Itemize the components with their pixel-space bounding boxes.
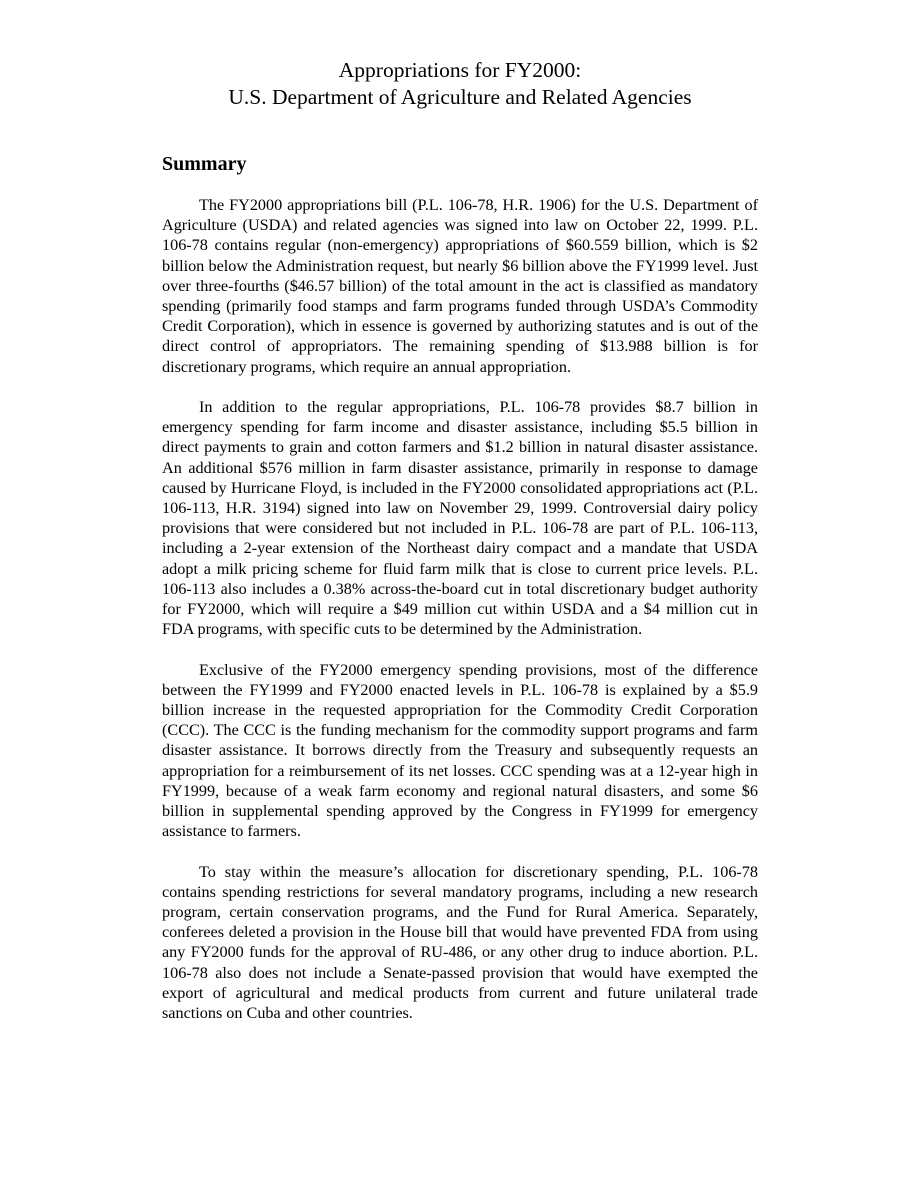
paragraph-2: In addition to the regular appropriations, P.L. 106-78 provides $8.7 billion in emergency spending for farm income and disaster assistance, including $5.5 billion in direct payments to grain and cotton farmers and $1.2 billion in natural disaster assistance. An additional $576 million in farm disaster assistance, primarily in response to damage caused by Hurricane Floyd, is included in the FY2000 consolidated appropriations act (P.L. 106-113, H.R. 3194) signed into law on November 29, 1999. Controversial dairy policy provisions that were considered but not included in P.L. 106-78 are part of P.L. 106-113, including a 2-year extension of the Northeast dairy compact and a mandate that USDA adopt a milk pricing scheme for fluid farm milk that is close to current price levels. P.L. 106-113 also includes a 0.38% across-the-board cut in total discretionary budget authority for FY2000, which will require a $49 million cut within USDA and a $4 million cut in FDA programs, with specific cuts to be determined by the Administration. (162, 398, 758, 639)
title-line-1: Appropriations for FY2000: (338, 58, 582, 82)
document-title (0, 57, 920, 111)
paragraph-1: The FY2000 appropriations bill (P.L. 106-78, H.R. 1906) for the U.S. Department of Agriculture (USDA) and related agencies was signed into law on October 22, 1999. P.L. 106-78 contains regular (non-emergency) appropriations of $60.559 billion, which is $2 billion below the Administration request, but nearly $6 billion above the FY1999 level. Just over three-fourths ($46.57 billion) of the total amount in the act is classified as mandatory spending (primarily food stamps and farm programs funded through USDA’s Commodity Credit Corporation), which in essence is governed by authorizing statutes and is out of the direct control of appropriators. The remaining spending of $13.988 billion is for discretionary programs, which require an annual appropriation. (162, 196, 758, 376)
section-heading-summary: Summary (162, 153, 247, 175)
title-line-2: U.S. Department of Agriculture and Related Agencies (228, 85, 692, 109)
paragraph-4: To stay within the measure’s allocation for discretionary spending, P.L. 106-78 contains spending restrictions for several mandatory programs, including a new research program, certain conservation programs, and the Fund for Rural America. Separately, conferees deleted a provision in the House bill that would have prevented FDA from using any FY2000 funds for the approval of RU-486, or any other drug to induce abortion. P.L. 106-78 also does not include a Senate-passed provision that would have exempted the export of agricultural and medical products from current and future unilateral trade sanctions on Cuba and other countries. (162, 862, 758, 1023)
summary-body (162, 195, 758, 1043)
paragraph-3: Exclusive of the FY2000 emergency spending provisions, most of the difference between the FY1999 and FY2000 enacted levels in P.L. 106-78 is explained by a $5.9 billion increase in the requested appropriation for the Commodity Credit Corporation (CCC). The CCC is the funding mechanism for the commodity support programs and farm disaster assistance. It borrows directly from the Treasury and subsequently requests an appropriation for a reimbursement of its net losses. CCC spending was at a 12-year high in FY1999, because of a weak farm economy and regional natural disasters, and some $6 billion in supplemental spending approved by the Congress in FY1999 for emergency assistance to farmers. (162, 660, 758, 841)
